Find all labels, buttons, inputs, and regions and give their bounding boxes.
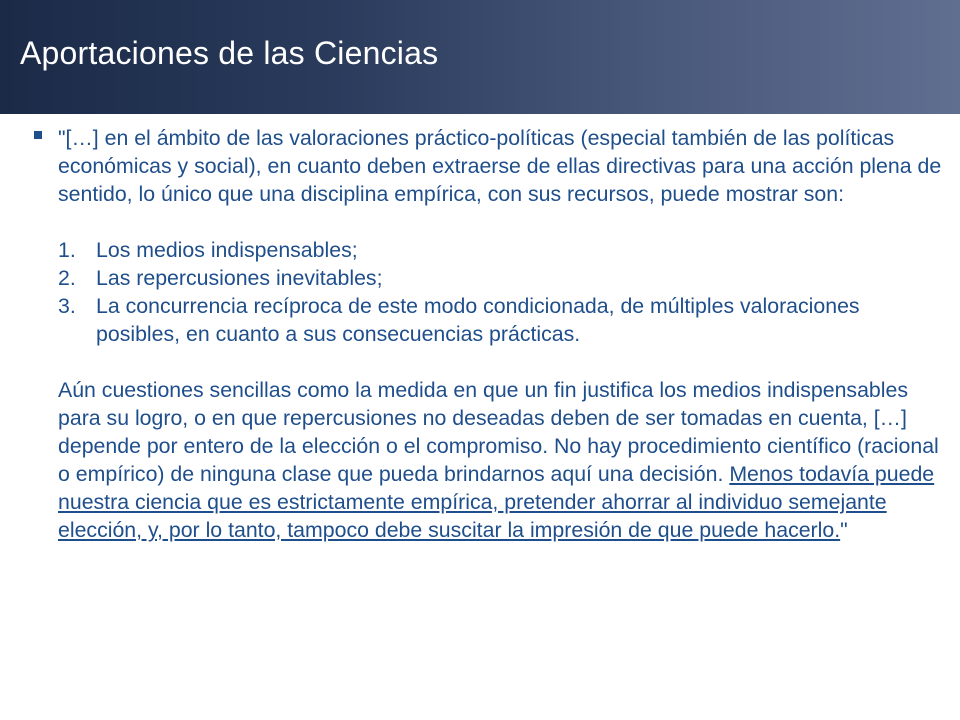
closing-hyperlink[interactable]: Menos todavía puede nuestra ciencia que es estrictamente empírica, pretender ahorrar al individuo semejante elección, y, por lo tanto, tampoco debe suscitar la impresión de que puede hacerlo. bbox=[58, 462, 935, 542]
numbered-list bbox=[58, 236, 948, 348]
list-number: 3. bbox=[58, 294, 76, 318]
list-item-text: La concurrencia recíproca de este modo condicionada, de múltiples valoraciones posibles, en cuanto a sus consecuencias prácticas. bbox=[96, 294, 860, 346]
closing-quote: " bbox=[840, 518, 848, 542]
list-number: 2. bbox=[58, 266, 76, 290]
intro-paragraph: "[…] en el ámbito de las valoraciones práctico-políticas (especial también de las políticas económicas y social), en cuanto deben extraerse de ellas directivas para una acción plena de sentido, lo único que una disciplina empírica, con sus recursos, puede mostrar son: bbox=[58, 126, 942, 206]
title-bar bbox=[0, 0, 960, 114]
list-number: 1. bbox=[58, 238, 76, 262]
square-bullet-icon bbox=[34, 131, 42, 139]
closing-text: Aún cuestiones sencillas como la medida en que un fin justifica los medios indispensables para su logro, o en que repercusiones no deseadas deben de ser tomadas en cuenta, […] depende por entero de la elección o el compromiso. No hay procedimiento científico (racional o empírico) de ninguna clase que pueda brindarnos aquí una decisión. bbox=[58, 378, 939, 486]
list-item bbox=[58, 264, 948, 292]
slide-body bbox=[58, 124, 948, 544]
list-item bbox=[58, 292, 948, 348]
list-item bbox=[58, 236, 948, 264]
slide-title: Aportaciones de las Ciencias bbox=[20, 35, 439, 71]
closing-paragraph bbox=[58, 376, 948, 544]
list-item-text: Las repercusiones inevitables; bbox=[96, 266, 383, 290]
list-item-text: Los medios indispensables; bbox=[96, 238, 358, 262]
